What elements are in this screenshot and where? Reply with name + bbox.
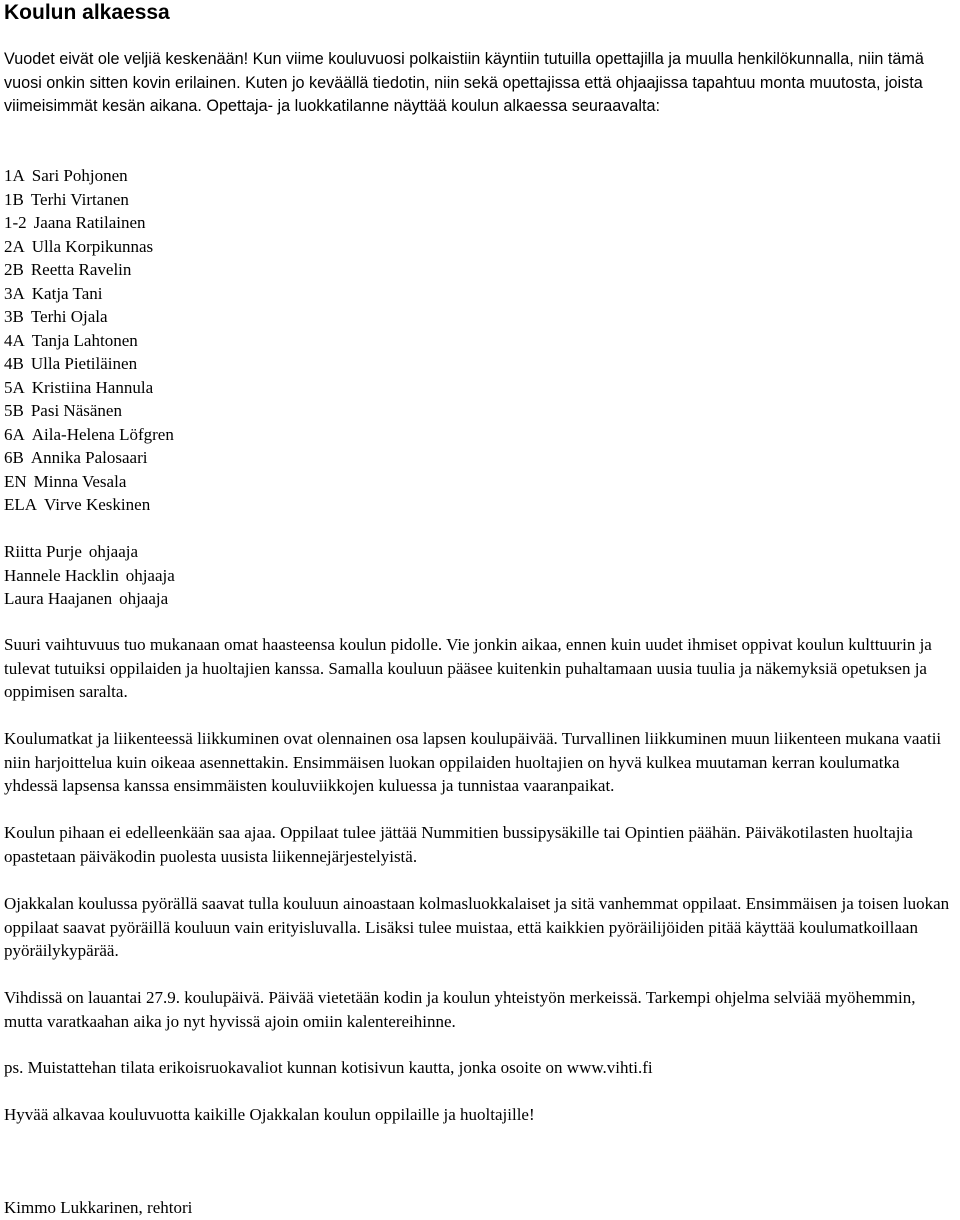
assistant-list xyxy=(4,540,956,611)
page-title: Koulun alkaessa xyxy=(4,1,170,24)
paragraph-traffic: Koulumatkat ja liikenteessä liikkuminen ovat olennainen osa lapsen koulupäivää. Turvallinen liikkuminen muun liikenteen mukana vaatii niin harjoittelua kuin oikeaa asennettakin. Ensimmäisen luokan oppilaiden huoltajien on hyvä kulkea muutaman kerran koulumatka yhdessä lapsensa kanssa ensimmäisten kouluviikkojen kuluessa ja tunnistaa vaaranpaikat. xyxy=(4,729,942,795)
paragraph-bicycle: Ojakkalan koulussa pyörällä saavat tulla kouluun ainoastaan kolmasluokkalaiset ja sitä vanhemmat oppilaat. Ensimmäisen ja toisen luokan oppilaat saavat pyöräillä kouluun vain erityisluvalla. Lisäksi tulee muistaa, että kaikkien pyöräilijöiden pitää käyttää koulumatkoillaan pyöräilykypärää. xyxy=(4,894,950,960)
list-item: 2A Ulla Korpikunnas xyxy=(4,236,154,256)
list-item: 1A Sari Pohjonen xyxy=(4,166,128,185)
list-item: 4B Ulla Pietiläinen xyxy=(4,354,138,373)
teacher-list xyxy=(4,164,956,517)
list-item: 5B Pasi Näsänen xyxy=(4,401,122,420)
paragraph-change: Suuri vaihtuvuus tuo mukanaan omat haasteensa koulun pidolle. Vie jonkin aikaa, ennen kuin uudet ihmiset oppivat koulun kulttuurin ja tulevat tutuiksi oppilaiden ja huoltajien kanssa. Samalla kouluun pääsee kuitenkin puhaltamaan uusia tuulia ja näkemyksiä opetuksen ja oppimisen saralta. xyxy=(4,635,932,701)
list-item: 3B Terhi Ojala xyxy=(4,307,108,326)
list-item: Riitta Purje ohjaaja xyxy=(4,542,139,561)
list-item: EN Minna Vesala xyxy=(4,471,127,491)
paragraph-ps: ps. Muistattehan tilata erikoisruokavaliot kunnan kotisivun kautta, jonka osoite on www.vihti.fi xyxy=(4,1058,653,1077)
list-item: ELA Virve Keskinen xyxy=(4,495,151,514)
list-item: Hannele Hacklin ohjaaja xyxy=(4,565,175,585)
list-item: 3A Katja Tani xyxy=(4,283,103,303)
list-item: 5A Kristiina Hannula xyxy=(4,377,154,397)
intro-paragraph: Vuodet eivät ole veljiä keskenään! Kun viime kouluvuosi polkaistiin käyntiin tutuilla opettajilla ja muulla henkilökunnalla, niin tämä vuosi onkin sitten kovin erilainen. Kuten jo keväällä tiedotin, niin sekä opettajissa että ohjaajissa tapahtuu monta muutosta, joista viimeisimmät kesän aikana. Opettaja- ja luokkatilanne näyttää koulun alkaessa seuraavalta: xyxy=(4,50,924,115)
list-item: 4A Tanja Lahtonen xyxy=(4,330,138,350)
list-item: 1B Terhi Virtanen xyxy=(4,189,129,209)
paragraph-greeting: Hyvää alkavaa kouluvuotta kaikille Ojakkalan koulun oppilaille ja huoltajille! xyxy=(4,1105,535,1124)
list-item: 6A Aila-Helena Löfgren xyxy=(4,424,174,444)
paragraph-schoolday: Vihdissä on lauantai 27.9. koulupäivä. Päivää vietetään kodin ja koulun yhteistyön merkeissä. Tarkempi ohjelma selviää myöhemmin, mutta varatkaahan aika jo nyt hyvissä ajoin omiin kalentereihinne. xyxy=(4,988,916,1031)
list-item: 6B Annika Palosaari xyxy=(4,448,148,467)
signature: Kimmo Lukkarinen, rehtori xyxy=(4,1198,193,1217)
list-item: 1-2 Jaana Ratilainen xyxy=(4,213,146,232)
list-item: 2B Reetta Ravelin xyxy=(4,260,132,279)
paragraph-yard: Koulun pihaan ei edelleenkään saa ajaa. Oppilaat tulee jättää Nummitien bussipysäkille tai Opintien päähän. Päiväkotilasten huoltajia opastetaan päiväkodin puolesta uusista liikennejärjestelyistä. xyxy=(4,823,913,866)
list-item: Laura Haajanen ohjaaja xyxy=(4,589,169,608)
